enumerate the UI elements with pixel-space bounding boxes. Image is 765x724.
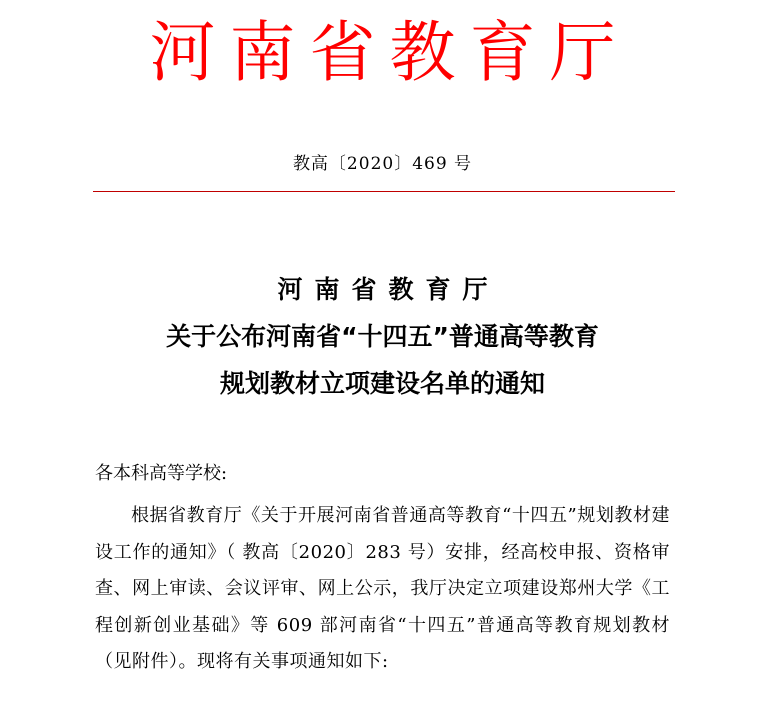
document-number: 教高〔2020〕469 号 <box>292 154 473 174</box>
body-paragraph: 根据省教育厅《关于开展河南省普通高等教育“十四五”规划教材建设工作的通知》（ 教高〔2020〕283 号）安排，经高校申报、资格审查、网上审读、会议评审、网上公示，我厅决定立项建设郑州大学《工程创新创业基础》等 609 部河南省“十四五”普通高等教育规划教材（见附件）。现将有关事项通知如下: <box>95 505 670 672</box>
addressee: 各本科高等学校: <box>95 463 228 484</box>
notice-title <box>0 266 765 407</box>
notice-title-line-2: 关于公布河南省“十四五”普通高等教育 <box>166 322 599 351</box>
masthead-title: 河南省教育厅 <box>149 14 630 91</box>
notice-title-line-1: 河南省教育厅 <box>277 275 500 304</box>
notice-title-line-3: 规划教材立项建设名单的通知 <box>219 369 545 398</box>
red-divider-line <box>93 191 675 192</box>
